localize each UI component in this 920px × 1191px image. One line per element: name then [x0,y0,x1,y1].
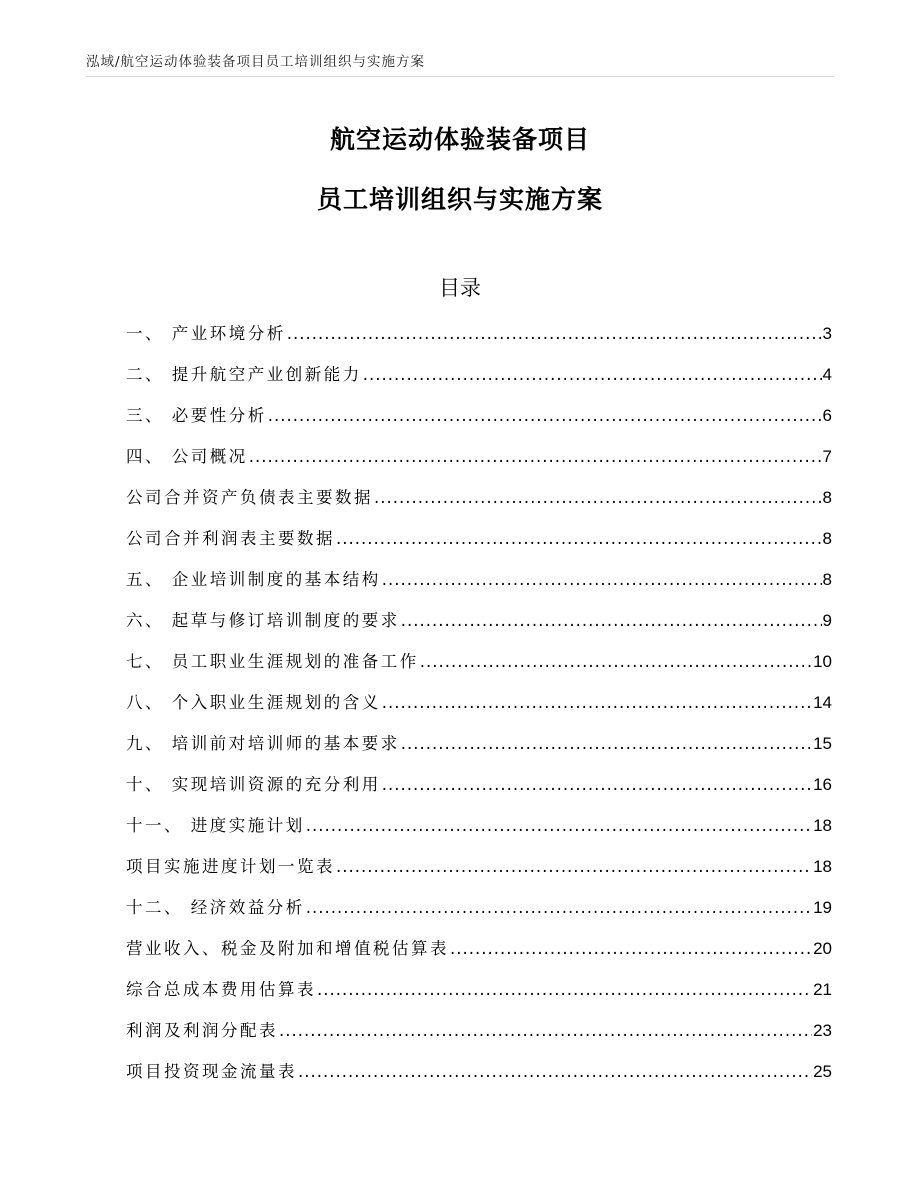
toc-dot-leader [450,939,812,958]
table-of-contents [126,320,832,1099]
toc-entry-label: 二、 提升航空产业创新能力 [126,365,362,384]
toc-heading: 目录 [439,276,481,300]
toc-entry-label: 八、 个入职业生涯规划的含义 [126,693,381,712]
toc-dot-leader [287,324,822,343]
toc-dot-leader [374,488,822,507]
toc-entry-page: 3 [822,324,832,343]
toc-entry-label: 十二、 经济效益分析 [126,898,305,917]
toc-dot-leader [336,529,822,548]
toc-entry-label: 利润及利润分配表 [126,1021,278,1040]
toc-dot-leader [249,447,822,466]
toc-dot-leader [401,734,812,753]
toc-dot-leader [401,611,822,630]
toc-dot-leader [317,980,812,999]
toc-entry[interactable] [126,320,832,361]
toc-dot-leader [306,898,812,917]
toc-dot-leader [306,816,812,835]
toc-entry[interactable] [126,771,832,812]
toc-entry[interactable] [126,730,832,771]
toc-entry-label: 公司合并利润表主要数据 [126,529,335,548]
toc-entry-page: 10 [813,652,832,671]
toc-entry[interactable] [126,402,832,443]
toc-entry[interactable] [126,894,832,935]
toc-entry[interactable] [126,648,832,689]
toc-entry[interactable] [126,1017,832,1058]
toc-entry-page: 16 [813,775,832,794]
document-title-line-1: 航空运动体验装备项目 [329,125,590,154]
toc-entry[interactable] [126,443,832,484]
toc-entry-page: 4 [822,365,832,384]
toc-entry-page: 8 [822,570,832,589]
toc-entry-page: 18 [813,816,832,835]
toc-entry-page: 7 [822,447,832,466]
toc-entry-page: 20 [813,939,832,958]
toc-entry[interactable] [126,361,832,402]
toc-entry-page: 21 [813,980,832,999]
toc-entry[interactable] [126,607,832,648]
toc-entry[interactable] [126,1058,832,1099]
toc-entry[interactable] [126,935,832,976]
toc-entry-label: 四、 公司概况 [126,447,248,466]
toc-dot-leader [279,1021,812,1040]
toc-dot-leader [382,775,812,794]
toc-entry[interactable] [126,976,832,1017]
toc-dot-leader [420,652,812,671]
toc-entry-label: 九、 培训前对培训师的基本要求 [126,734,400,753]
toc-entry[interactable] [126,689,832,730]
toc-dot-leader [382,570,822,589]
toc-entry-page: 25 [813,1062,832,1081]
toc-dot-leader [268,406,822,425]
running-header: 泓域/航空运动体验装备项目员工培训组织与实施方案 [86,50,834,77]
toc-entry-label: 营业收入、税金及附加和增值税估算表 [126,939,449,958]
toc-entry-label: 十一、 进度实施计划 [126,816,305,835]
toc-entry-page: 8 [822,488,832,507]
toc-entry[interactable] [126,566,832,607]
toc-dot-leader [298,1062,812,1081]
toc-dot-leader [336,857,812,876]
toc-entry-label: 七、 员工职业生涯规划的准备工作 [126,652,419,671]
toc-entry-page: 14 [813,693,832,712]
toc-entry-page: 6 [822,406,832,425]
toc-entry-label: 项目投资现金流量表 [126,1062,297,1081]
toc-entry-page: 19 [813,898,832,917]
toc-entry-label: 综合总成本费用估算表 [126,980,316,999]
toc-dot-leader [382,693,812,712]
toc-entry-label: 十、 实现培训资源的充分利用 [126,775,381,794]
toc-entry[interactable] [126,484,832,525]
toc-entry-page: 18 [813,857,832,876]
toc-entry-page: 9 [822,611,832,630]
toc-entry[interactable] [126,853,832,894]
toc-entry-label: 公司合并资产负债表主要数据 [126,488,373,507]
toc-entry-page: 8 [822,529,832,548]
toc-entry-page: 15 [813,734,832,753]
document-title-line-2: 员工培训组织与实施方案 [316,185,603,214]
toc-entry-label: 项目实施进度计划一览表 [126,857,335,876]
toc-dot-leader [363,365,822,384]
toc-entry-label: 五、 企业培训制度的基本结构 [126,570,381,589]
toc-entry[interactable] [126,812,832,853]
toc-entry-label: 一、 产业环境分析 [126,324,286,343]
toc-entry-page: 23 [813,1021,832,1040]
toc-entry-label: 三、 必要性分析 [126,406,267,425]
toc-entry[interactable] [126,525,832,566]
toc-entry-label: 六、 起草与修订培训制度的要求 [126,611,400,630]
